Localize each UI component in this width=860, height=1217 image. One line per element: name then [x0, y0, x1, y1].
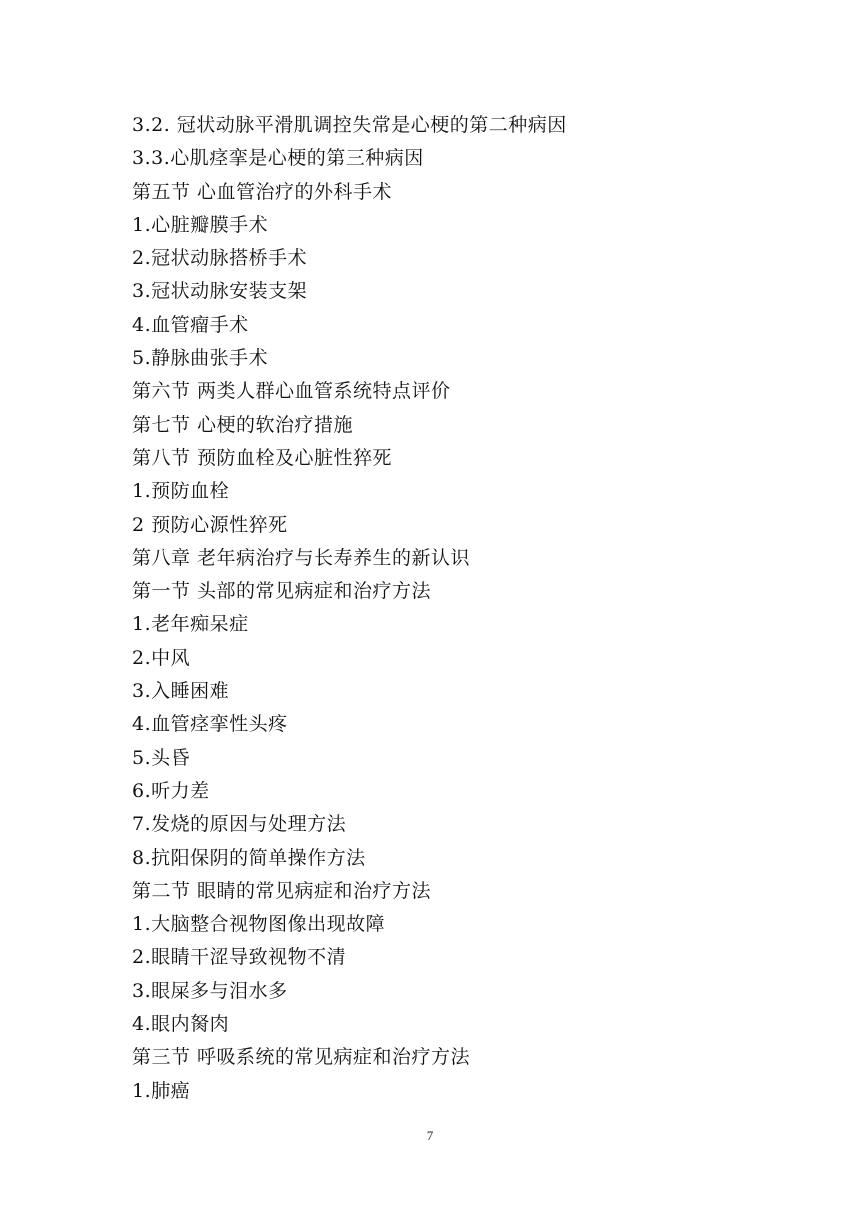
- page-number: 7: [426, 1128, 434, 1143]
- toc-entry: 6.听力差: [132, 779, 210, 802]
- toc-entry: 4.眼内胬肉: [132, 1013, 230, 1036]
- toc-entry: 5.静脉曲张手术: [132, 347, 269, 370]
- toc-entry: 第七节 心梗的软治疗措施: [132, 413, 354, 436]
- toc-entry: 3.3.心肌痉挛是心梗的第三种病因: [132, 147, 424, 170]
- toc-entry: 2.冠状动脉搭桥手术: [132, 247, 308, 270]
- toc-entry: 第六节 两类人群心血管系统特点评价: [132, 380, 451, 403]
- toc-entry: 3.冠状动脉安装支架: [132, 280, 308, 303]
- toc-entry: 1.心脏瓣膜手术: [132, 213, 269, 236]
- toc-entry: 2.眼睛干涩导致视物不清: [132, 946, 347, 969]
- toc-entry: 1.老年痴呆症: [132, 613, 249, 636]
- toc-entry: 5.头昏: [132, 746, 191, 769]
- toc-entry: 8.抗阳保阴的简单操作方法: [132, 846, 366, 869]
- toc-entry: 2 预防心源性猝死: [132, 513, 288, 536]
- toc-entry: 第八章 老年病治疗与长寿养生的新认识: [132, 546, 471, 569]
- toc-entry: 1.肺癌: [132, 1079, 191, 1102]
- table-of-contents: [132, 109, 772, 1108]
- toc-entry: 3.眼屎多与泪水多: [132, 979, 288, 1002]
- toc-entry: 第一节 头部的常见病症和治疗方法: [132, 580, 432, 603]
- toc-entry: 3.入睡困难: [132, 680, 230, 703]
- toc-entry: 第五节 心血管治疗的外科手术: [132, 180, 393, 203]
- toc-entry: 第八节 预防血栓及心脏性猝死: [132, 446, 393, 469]
- toc-entry: 2.中风: [132, 646, 191, 669]
- toc-entry: 4.血管痉挛性头疼: [132, 713, 288, 736]
- toc-entry: 1.大脑整合视物图像出现故障: [132, 913, 386, 936]
- toc-entry: 1.预防血栓: [132, 480, 230, 503]
- toc-entry: 第三节 呼吸系统的常见病症和治疗方法: [132, 1046, 471, 1069]
- toc-entry: 第二节 眼睛的常见病症和治疗方法: [132, 879, 432, 902]
- toc-entry: 7.发烧的原因与处理方法: [132, 813, 347, 836]
- toc-entry: 3.2. 冠状动脉平滑肌调控失常是心梗的第二种病因: [132, 114, 567, 136]
- toc-entry: 4.血管瘤手术: [132, 313, 249, 336]
